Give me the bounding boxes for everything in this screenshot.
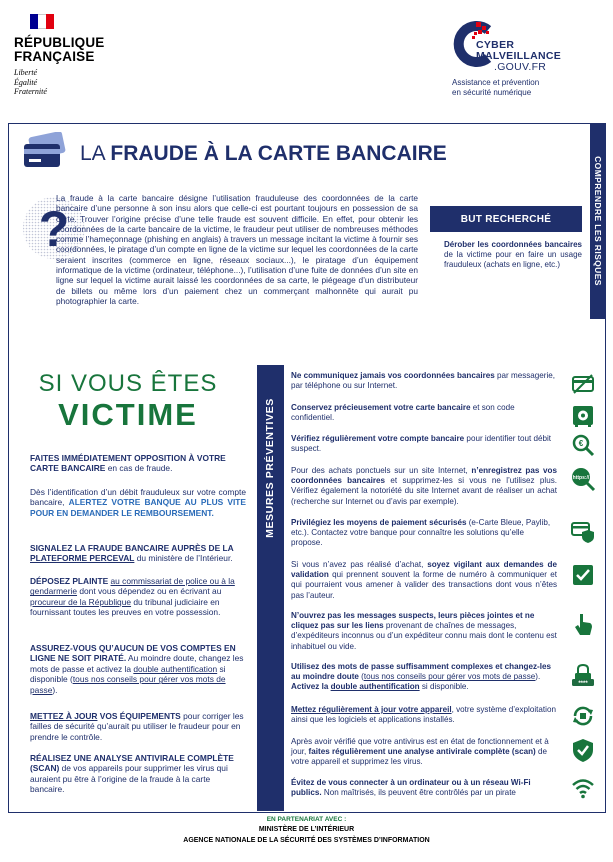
- prevention-item: Privilégiez les moyens de paiement sécurisés (e-Carte Bleue, Paylib, etc.). Contactez votre banque pour connaître les solutions qu’elle propose.: [291, 518, 551, 548]
- safe-icon: [570, 403, 596, 429]
- gouv-fr-word: .GOUV.FR: [494, 61, 547, 73]
- tagline-line: Assistance et prévention: [452, 78, 540, 87]
- credit-cards-icon: [20, 132, 70, 172]
- prevention-item: Mettez régulièrement à jour votre appareil, votre système d’exploitation ainsi que les logiciels et applications installés.: [291, 705, 556, 725]
- lock-password-icon: [570, 662, 596, 688]
- prevention-item: Vérifiez régulièrement votre compte bancaire pour identifier tout débit suspect.: [291, 434, 552, 454]
- partner-anssi: AGENCE NATIONALE DE LA SÉCURITÉ DES SYSTÈMES D’INFORMATION: [183, 837, 430, 844]
- cybermalveillance-logo[interactable]: [448, 20, 598, 100]
- mettez-a-jour-link[interactable]: METTEZ À JOUR: [30, 711, 98, 721]
- malveillance-word: MALVEILLANCE: [476, 50, 562, 62]
- card-shield-icon: [570, 518, 596, 544]
- mots-de-passe-link[interactable]: tous nos conseils pour gérer vos mots de passe: [30, 674, 226, 695]
- shield-check-icon: [570, 737, 596, 763]
- victime-step-antivirus: RÉALISEZ UNE ANALYSE ANTIVIRALE COMPLÈTE (SCAN) de vos appareils pour supprimer les virus qui auraient pu être à l’origine de la fraude à la carte bancaire.: [30, 753, 234, 795]
- prevention-item: N’ouvrez pas les messages suspects, leurs pièces jointes et ne cliquez pas sur les liens provenant de chaînes de messages, d’expéditeurs inconnus ou d’un expéditeur connu mais dont le contenu est inhabituel ou vide.: [291, 611, 557, 651]
- svg-text:****: ****: [578, 681, 588, 687]
- but-recherche-text: Dérober les coordonnées bancaires de la victime pour en faire un usage frauduleux (achats en ligne, etc.): [444, 240, 582, 269]
- double-authentification-link[interactable]: double authentification: [133, 663, 218, 674]
- victime-step-opposition: FAITES IMMÉDIATEMENT OPPOSITION À VOTRE CARTE BANCAIRE en cas de fraude.: [30, 453, 226, 474]
- but-recherche-heading: BUT RECHERCHÉ: [430, 206, 582, 232]
- prevention-item: Ne communiquez jamais vos coordonnées bancaires par messagerie, par téléphone ou sur Internet.: [291, 371, 556, 391]
- tagline-line: en sécurité numérique: [452, 88, 532, 97]
- victime-step-comptes: ASSUREZ-VOUS QU’AUCUN DE VOS COMPTES EN LIGNE NE SOIT PIRATÉ. Au moindre doute, changez les mots de passe et activez la double authentification si disponible (tous nos conseils pour gérer vos mots de passe).: [30, 643, 244, 695]
- victime-step-mise-a-jour: METTEZ À JOUR VOS ÉQUIPEMENTS pour corriger les failles de sécurité qu’aurait pu utiliser le fraudeur pour en prendre le contrôle.: [30, 711, 244, 742]
- svg-text:https://: https://: [572, 475, 590, 481]
- update-icon: [570, 703, 596, 729]
- mise-a-jour-link[interactable]: Mettez régulièrement à jour votre appareil: [291, 705, 452, 714]
- intro-paragraph: La fraude à la carte bancaire désigne l’utilisation frauduleuse des coordonnées de la carte bancaire d’une personne à son insu alors que celle-ci est pourtant toujours en possession de sa carte. Trouver l’origine précise d’une telle fraude est souvent difficile. En effet, pour obtenir les coordonnées de la carte bancaire de la victime, le fraudeur peut utiliser de nombreuses méthodes comme l’hameçonnage (phishing en anglais) à travers un message incitant la victime à fournir ses coordonnées, le piratage d’un compte en ligne de la victime sur lequel les coordonnées de la carte seraient inscrites (commerce en ligne, réseaux sociaux...), le piratage d’un équipement informatique de la victime (ordinateur, téléphone...), l’utilisation d’une fuite de données d’un site en ligne sur lequel la victime aurait laissé les coordonnées de sa carte, le piégeage d’un distributeur de billets ou même lors d’un paiement chez un commerçant malhonnête qui aurait pu photographier la carte.: [56, 193, 418, 306]
- procureur-link[interactable]: procureur de la République: [30, 596, 132, 607]
- https-magnifier-icon: [570, 466, 596, 492]
- prevention-item: Évitez de vous connecter à un ordinateur ou à un réseau Wi-Fi publics. Non maîtrisés, ils peuvent être contrôlés par un pirate: [291, 778, 531, 798]
- pointing-hand-icon: [570, 611, 596, 637]
- victime-step-alert-bank: Dès l’identification d’un débit frauduleux sur votre compte bancaire, ALERTEZ VOTRE BANQUE AU PLUS VITE POUR EN DEMANDER LE REMBOURSEMENT.: [30, 487, 247, 518]
- prevention-item: Pour des achats ponctuels sur un site Internet, n’enregistrez pas vos coordonnées bancaires et supprimez-les si vous ne l’utilisez plus. Vérifiez également la notoriété du site Internet avant de réaliser un achat (recherche sur Internet ou d’avis par exemple).: [291, 466, 557, 506]
- svg-text:€: €: [578, 439, 584, 448]
- double-authentification-link[interactable]: double authentification: [330, 682, 420, 692]
- victime-heading-line1: SI VOUS ÊTES: [38, 370, 218, 397]
- republique-flag-icon: [30, 14, 54, 29]
- prevention-item: Si vous n’avez pas réalisé d’achat, soyez vigilant aux demandes de validation qui prennent souvent la forme de numéro à communiquer et qui pourraient vous amener à valider des transactions dont vous n’êtes pas l’auteur.: [291, 560, 557, 600]
- credit-card-slash-icon: [570, 371, 596, 397]
- victime-step-perceval: SIGNALEZ LA FRAUDE BANCAIRE AUPRÈS DE LA PLATEFORME PERCEVAL du ministère de l’Intérieur.: [30, 543, 234, 564]
- perceval-link[interactable]: PLATEFORME PERCEVAL: [30, 553, 135, 564]
- svg-text:?: ?: [38, 201, 70, 257]
- republique-francaise-logo: RÉPUBLIQUE FRANÇAISE: [14, 35, 105, 64]
- wifi-icon: [570, 775, 596, 801]
- partner-label: EN PARTENARIAT AVEC :: [266, 816, 347, 823]
- mesures-preventives-label: MESURES PRÉVENTIVES: [264, 398, 277, 538]
- prevention-item: Conservez précieusement votre carte bancaire et son code confidentiel.: [291, 403, 515, 423]
- mots-de-passe-link[interactable]: tous nos conseils pour gérer vos mots de passe: [363, 672, 536, 682]
- commissariat-link[interactable]: au commissariat de police ou à la gendarmerie: [30, 576, 235, 597]
- prevention-item: Utilisez des mots de passe suffisamment complexes et changez-les au moindre doute (tous nos conseils pour gérer vos mots de passe). Activez la double authentification si disponible.: [291, 662, 551, 692]
- sidebar-tab-label: COMPRENDRE LES RISQUES: [593, 156, 603, 286]
- page-title: LA FRAUDE À LA CARTE BANCAIRE: [80, 142, 447, 165]
- victime-heading-line2: VICTIME: [58, 397, 198, 432]
- prevention-item: Après avoir vérifié que votre antivirus est en état de fonctionnement et à jour, faites régulièrement une analyse antivirale complète (scan) de votre appareil et supprimez les virus.: [291, 737, 549, 767]
- cyber-word: CYBER: [476, 39, 515, 51]
- phone-check-icon: [570, 562, 596, 588]
- republique-motto: Liberté Égalité Fraternité: [14, 68, 47, 96]
- victime-step-plainte: DÉPOSEZ PLAINTE au commissariat de police ou à la gendarmerie dont vous dépendez ou en écrivant au procureur de la République du tribunal judiciaire en fournissant toutes les preuves en votre possession.: [30, 576, 235, 618]
- magnifier-euro-icon: [570, 432, 596, 458]
- partner-ministere: MINISTÈRE DE L’INTÉRIEUR: [258, 826, 355, 833]
